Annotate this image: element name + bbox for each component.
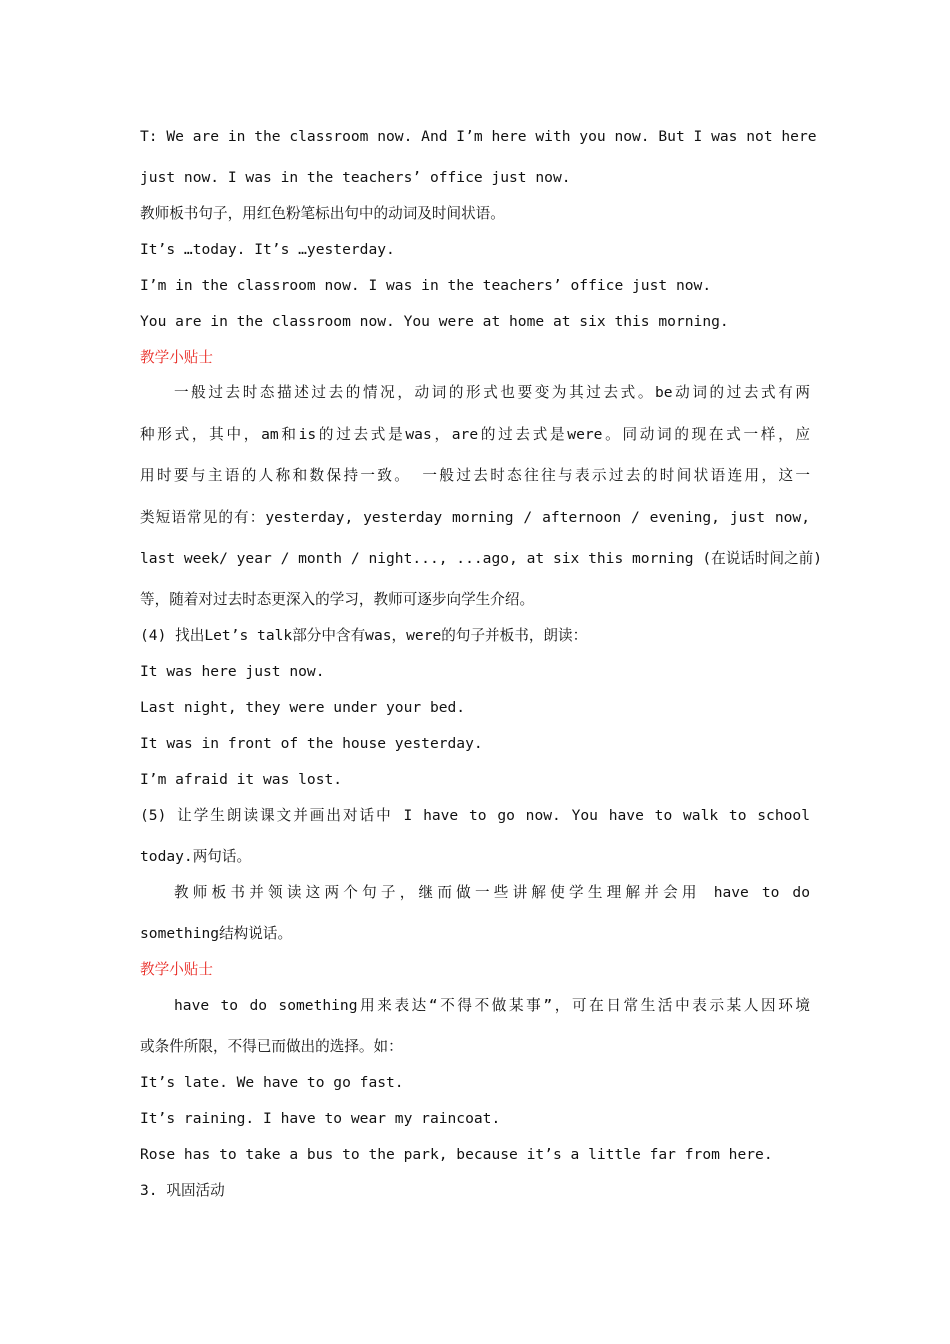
tip-paragraph-line: 一般过去时态描述过去的情况，动词的形式也要变为其过去式。be动词的过去式有两	[174, 384, 810, 401]
tip-paragraph-line: 等，随着对过去时态更深入的学习，教师可逐步向学生介绍。	[140, 591, 535, 608]
example-sentence: Rose has to take a bus to the park, because it’s a little far from here.	[140, 1146, 773, 1163]
example-sentence: It’s raining. I have to wear my raincoat.	[140, 1110, 501, 1127]
paragraph-line: something结构说话。	[140, 925, 293, 942]
tip-heading: 教学小贴士	[140, 349, 213, 366]
tip-paragraph-line: have to do something用来表达“不得不做某事”，可在日常生活中表示某人因环境	[174, 997, 810, 1014]
step-4-line: (4) 找出Let’s talk部分中含有was，were的句子并板书，朗读：	[140, 627, 588, 644]
section-heading: 3. 巩固活动	[140, 1182, 225, 1199]
tip-paragraph-line: 类短语常见的有：yesterday, yesterday morning / afternoon / evening, just now,	[140, 509, 810, 526]
tip-paragraph-line: 或条件所限，不得已而做出的选择。如：	[140, 1038, 403, 1055]
dialogue-line-2: just now. I was in the teachers’ office just now.	[140, 169, 571, 186]
example-sentence: It’s …today. It’s …yesterday.	[140, 241, 395, 258]
instruction-line: 教师板书句子，用红色粉笔标出句中的动词及时间状语。	[140, 205, 505, 222]
example-sentence: It’s late. We have to go fast.	[140, 1074, 404, 1091]
example-sentence: It was here just now.	[140, 663, 325, 680]
tip-paragraph-line: 用时要与主语的人称和数保持一致。 一般过去时态往往与表示过去的时间状语连用，这一	[140, 467, 810, 484]
step-5-line: today.两句话。	[140, 848, 252, 865]
example-sentence: You are in the classroom now. You were at home at six this morning.	[140, 313, 729, 330]
step-5-line: (5) 让学生朗读课文并画出对话中 I have to go now. You have to walk to school	[140, 807, 810, 824]
tip-heading: 教学小贴士	[140, 961, 213, 978]
tip-paragraph-line: 种形式，其中，am和is的过去式是was，are的过去式是were。同动词的现在式一样，应	[140, 426, 810, 443]
example-sentence: Last night, they were under your bed.	[140, 699, 466, 716]
example-sentence: It was in front of the house yesterday.	[140, 735, 483, 752]
example-sentence: I’m in the classroom now. I was in the teachers’ office just now.	[140, 277, 712, 294]
dialogue-line-1: T: We are in the classroom now. And I’m here with you now. But I was not here	[140, 128, 817, 145]
paragraph-line: 教师板书并领读这两个句子，继而做一些讲解使学生理解并会用 have to do	[174, 884, 810, 901]
example-sentence: I’m afraid it was lost.	[140, 771, 343, 788]
tip-paragraph-line: last week/ year / month / night..., ...ago, at six this morning (在说话时间之前)	[140, 550, 823, 567]
